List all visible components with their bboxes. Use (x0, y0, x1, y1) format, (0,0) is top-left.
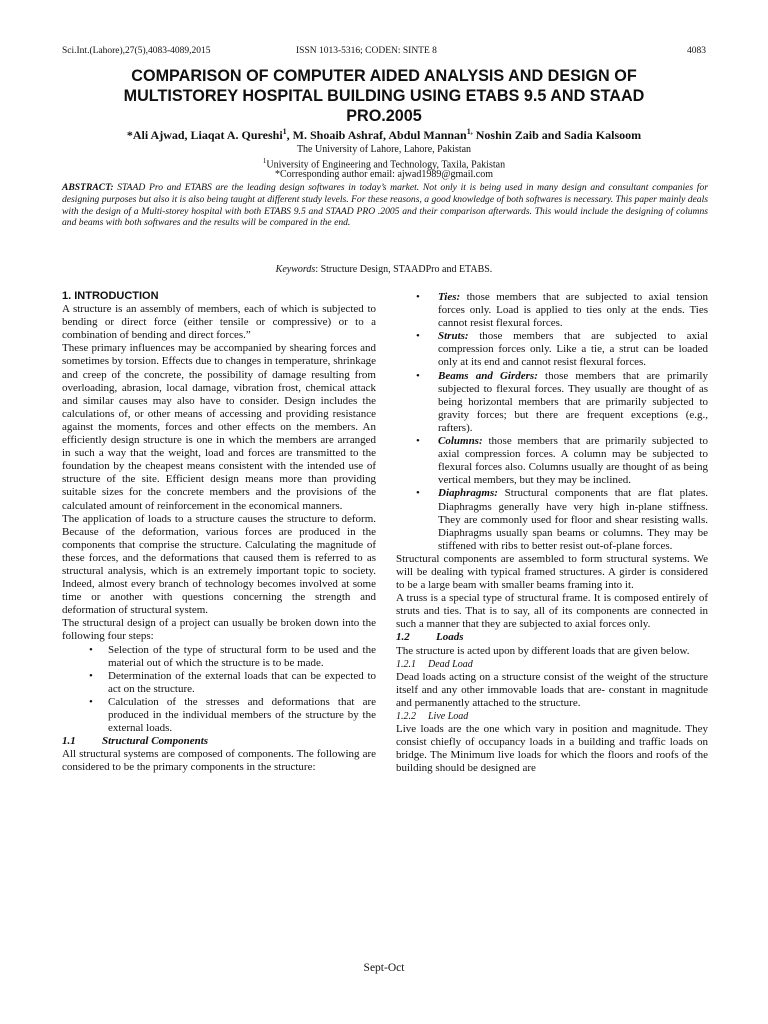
paragraph: Structural components are assembled to form structural systems. We will be dealing with typical framed structures. A girder is considered to be a large beam with smaller beams framing into it. (396, 552, 708, 592)
affiliation-1: The University of Lahore, Lahore, Pakistan (296, 144, 472, 155)
abstract-text: STAAD Pro and ETABS are the leading design softwares in today’s market. Not only it is being used in many design and consultant companies for designing purposes but also it is also being taught at different study levels. For these reasons, a good knowledge of both softwares is necessary. This paper mainly deals with the design of a Multi-storey hospital with both ETABS 9.5 and STAAD PRO .2005 and their comparison afterwards. This would include the designing of columns and beams with both softwares and the results will be compared in the end. (62, 182, 708, 229)
page-number: 4083 (687, 46, 706, 56)
abstract (62, 182, 708, 229)
component-term: Ties: (438, 291, 461, 303)
title-line: MULTISTOREY HOSPITAL BUILDING USING ETABS 9.5 AND STAAD (123, 87, 645, 105)
paragraph: These primary influences may be accompanied by shearing forces and sometimes by torsion. Effects due to changes in temperature, shrinkage and creep of the concrete, the possibility of damage resulting from overloading, abrasion, local damage, vibration frost, chemical attack and similar causes may also have to consider. Design includes the calculations of, or other means of accessing and providing resistance against the moments, forces and other effects on the members. An efficiently design structure is one in which the members are arranged in such a way that the weight, load and forces are transmitted to the foundation by the cheapest means consistent with the intended use of structure of the site. Efficient design means more than providing suitable sizes for the concrete members and the provisions of the calculated amount of reinforcement in the economical manners. (62, 342, 376, 512)
author-names: Noshin Zaib and Sadia Kalsoom (472, 128, 642, 142)
subsubsection-heading (396, 658, 708, 671)
paragraph: Dead loads acting on a structure consist of the weight of the structure itself and any other immovable loads that are- constant in magnitude and permanently attached to the structure. (396, 670, 708, 709)
paragraph: The structural design of a project can usually be broken down into the following four steps: (62, 617, 376, 643)
component-text: those members that are subjected to axial compression forces only. Like a tie, a strut can be loaded only at its end and cannot resist flexural forces. (438, 330, 708, 369)
paper-title (58, 66, 710, 126)
paragraph: A truss is a special type of structural frame. It is composed entirely of struts and ties. That is to say, all of its components are connected in such a manner that they are subjected to axial forces only. (396, 592, 708, 631)
component-term: Diaphragms: (438, 487, 498, 500)
list-item: • Calculation of the stresses and deformations that are produced in the individual members of the structure by the external loads. (108, 696, 376, 735)
component-text: those members that are subjected to axial tension forces only. Load is applied to ties only at the ends. Ties cannot resist flexural forces. (438, 291, 708, 330)
subsection-title: Structural Components (102, 735, 209, 748)
subsection-number: 1.2 (396, 631, 410, 644)
component-text: Structural components that are flat plates. Diaphragms generally have very high in-plane stiffness. They are commonly used for floor and shear resisting walls. Diaphragms usually span beams or columns. They may be stiffened with ribs to better resist out-of-plane forces. (438, 487, 708, 552)
list-item (438, 487, 708, 552)
section-heading-introduction: 1. INTRODUCTION (62, 290, 159, 302)
list-item (438, 291, 708, 330)
corresponding-email: *Corresponding author email: ajwad1989@gmail.com (274, 169, 494, 180)
paragraph: The structure is acted upon by different loads that are given below. (396, 644, 690, 657)
issn-line: ISSN 1013-5316; CODEN: SINTE 8 (296, 46, 437, 56)
left-column (62, 290, 376, 774)
journal-citation: Sci.Int.(Lahore),27(5),4083-4089,2015 (62, 46, 211, 56)
list-item: • Selection of the type of structural form to be used and the material out of which the structure is to be made. (108, 644, 376, 670)
right-column (396, 291, 708, 775)
author-names: , M. Shoaib Ashraf, Abdul Mannan (286, 128, 467, 142)
paragraph: All structural systems are composed of components. The following are considered to be the primary components in the structure: (62, 748, 376, 774)
keywords-label: Keywords (275, 264, 316, 275)
title-line: PRO.2005 (346, 107, 422, 125)
paragraph: The application of loads to a structure causes the structure to deform. Because of the deformation, various forces are produced in the components that comprise the structure. Calculating the magnitude of these forces, and the deformations that caused them is referred to as structural analysis, which is an extremely important topic to society. Indeed, almost every branch of technology becomes involved at some time or another with questions concerning the strength and deformation of structural system. (62, 512, 376, 617)
list-item: • Determination of the external loads that can be expected to act on the structure. (108, 670, 376, 696)
title-line: COMPARISON OF COMPUTER AIDED ANALYSIS AND DESIGN OF (131, 67, 637, 85)
page-footer: Sept-Oct (363, 962, 405, 974)
component-term: Beams and Girders: (438, 369, 538, 382)
list-item (438, 330, 708, 369)
subsection-number: 1.1 (62, 735, 76, 748)
affiliation-mark: 1, (466, 127, 473, 136)
abstract-label: ABSTRACT: (62, 182, 114, 193)
keywords-text: : Structure Design, STAADPro and ETABS. (315, 264, 493, 275)
subsubsection-title: Dead Load (428, 658, 473, 670)
author-names: *Ali Ajwad, Liaqat A. Qureshi (126, 128, 283, 142)
components-list (396, 291, 708, 553)
paragraph: Live loads are the one which vary in position and magnitude. They consist chiefly of occupancy loads in a building and traffic loads on bridge. The Minimum live loads for which the floors and roofs of the building should be designed are (396, 723, 708, 775)
subsubsection-title: Live Load (428, 711, 469, 722)
author-list (40, 127, 728, 143)
list-item (438, 370, 708, 435)
affiliation-text: University of Engineering and Technology, Taxila, Pakistan (266, 159, 506, 171)
subsection-heading (396, 631, 708, 644)
component-term: Struts: (438, 330, 469, 343)
component-term: Columns: (438, 435, 483, 448)
component-text: those members that are primarily subjected to flexural forces. They usually are thought of as being horizontal members that are primarily subjected to gravity forces; but there are frequent exceptions (e.g., rafters). (438, 369, 708, 434)
paragraph: A structure is an assembly of members, each of which is subjected to bending or direct force (either tensile or compressive) or to a combination of bending and direct forces.” (62, 303, 376, 342)
subsubsection-heading (396, 710, 708, 723)
subsubsection-number: 1.2.1 (396, 658, 416, 670)
subsection-heading (62, 735, 376, 748)
affiliation-mark: 1 (282, 127, 287, 136)
list-item (438, 435, 708, 487)
affiliation-mark: 1 (262, 157, 267, 165)
subsubsection-number: 1.2.2 (396, 711, 416, 722)
keywords (40, 264, 728, 275)
component-text: those members that are primarily subjected to axial compression forces. A column may be subjected to flexural forces also. Columns usually are thought of as being vertical members, but they may be inclined. (438, 435, 708, 487)
design-steps-list (62, 644, 376, 736)
subsection-title: Loads (436, 631, 464, 644)
